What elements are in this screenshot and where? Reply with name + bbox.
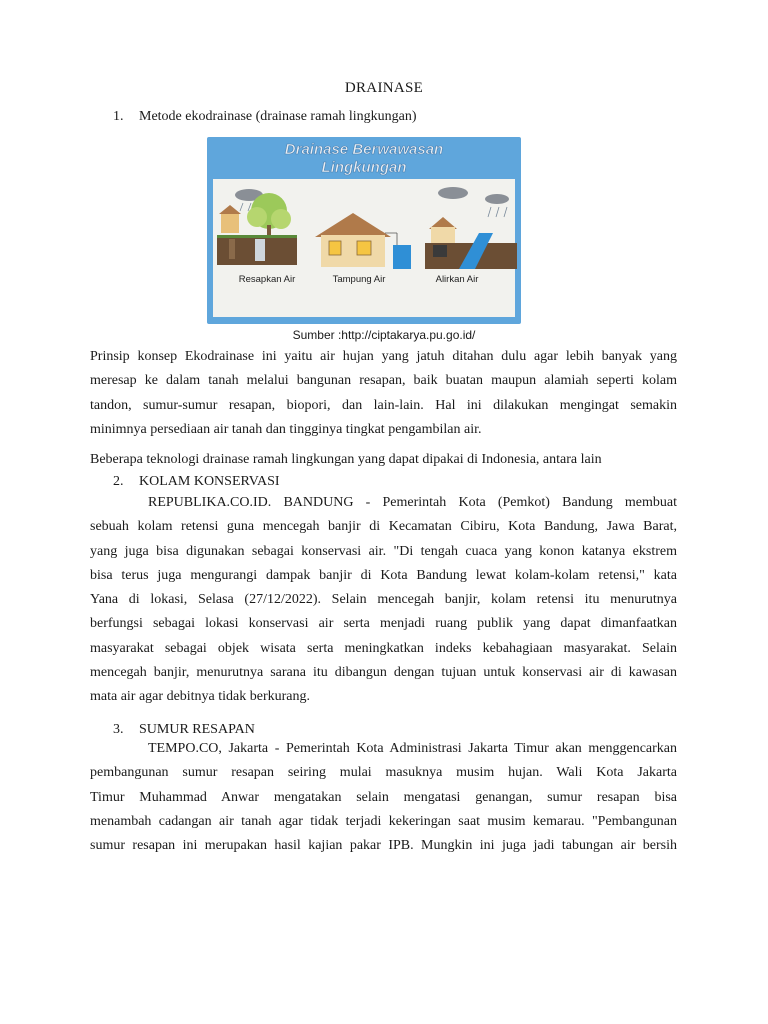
section-number: 2. [113, 474, 124, 489]
paragraph-line: mencegah banjir, menurutnya sarana itu dibangun dengan tujuan untuk konservasi air di kawasan [90, 665, 677, 681]
section-heading-1 [113, 109, 417, 125]
paragraph-line: bisa terus juga mengurangi dampak banjir di Kota Bandung lewat kolam-kolam retensi," kata [90, 567, 677, 583]
paragraph-line: Prinsip konsep Ekodrainase ini yaitu air hujan yang jatuh ditahan dulu agar lebih banyak yang [90, 349, 677, 364]
paragraph-ekodrainase [90, 345, 677, 442]
figure-heading-line2: Lingkungan [321, 159, 407, 176]
paragraph-line: meresap ke dalam tanah melalui bangunan resapan, baik buatan maupun alamiah seperti kolam [90, 373, 677, 389]
document-title: DRAINASE [344, 80, 424, 96]
paragraph-line: yang juga bisa digunakan sebagai konservasi air. "Di tengah cuaca yang konon katanya ekstrem [90, 543, 677, 559]
paragraph-line: sebuah kolam retensi guna mencegah banjir di Kecamatan Cibiru, Kota Bandung, Jawa Barat, [90, 519, 677, 535]
section-heading-text: Metode ekodrainase (drainase ramah lingkungan) [139, 109, 417, 124]
paragraph-line: pembangunan sumur resapan seiring mulai masuknya musim hujan. Wali Kota Jakarta [90, 765, 677, 781]
paragraph-line-text: TEMPO.CO, Jakarta - Pemerintah Kota Administrasi Jakarta Timur akan menggencarkan [148, 741, 677, 756]
paragraph-line: menambah cadangan air tanah agar tidak terjadi kekeringan saat musim kemarau. "Pembangunan [90, 813, 677, 829]
section-heading-3 [113, 722, 255, 738]
paragraph-line: mata air agar debitnya tidak berkurang. [90, 689, 311, 705]
paragraph-line: Timur Muhammad Anwar mengatakan selain mengatasi genangan, sumur resapan bisa [90, 789, 677, 805]
eco-drainage-figure [207, 137, 521, 324]
intro-technologies: Beberapa teknologi drainase ramah lingkungan yang dapat dipakai di Indonesia, antara lain [90, 452, 602, 467]
section-heading-2 [113, 474, 280, 490]
label-alirkan: Alirkan Air [435, 274, 479, 285]
paragraph-sumur-resapan [90, 737, 677, 858]
paragraph-line: berfungsi sebagai lokasi konservasi air serta menjadi ruang publik yang dapat dimanfaatkan [90, 616, 677, 632]
section-heading-text: KOLAM KONSERVASI [139, 474, 280, 489]
figure-caption: Sumber :http://ciptakarya.pu.go.id/ [292, 328, 476, 342]
paragraph-line: masyarakat sebagai objek wisata serta meningkatkan indeks kebahagiaan masyarakat. Selain [90, 640, 677, 656]
label-tampung: Tampung Air [332, 274, 386, 285]
eco-drainage-illustration [207, 137, 521, 324]
label-resapkan: Resapkan Air [238, 274, 296, 285]
paragraph-line: sumur resapan ini merupakan hasil kajian pakar IPB. Mungkin ini juga jadi tabungan air bersih [90, 838, 677, 854]
section-number: 1. [113, 109, 124, 124]
section-heading-text: SUMUR RESAPAN [139, 722, 255, 737]
paragraph-line: minimnya persediaan air tanah dan tingginya tingkat pengambilan air. [90, 421, 482, 437]
paragraph-first-line [90, 491, 677, 515]
figure-heading-line1: Drainase Berwawasan [284, 141, 444, 158]
paragraph-kolam-konservasi [90, 491, 677, 710]
section-number: 3. [113, 722, 124, 737]
paragraph-line-text: REPUBLIKA.CO.ID. BANDUNG - Pemerintah Kota (Pemkot) Bandung membuat [148, 495, 677, 510]
paragraph-first-line [90, 737, 677, 761]
paragraph-line: Yana di lokasi, Selasa (27/12/2022). Selain mencegah banjir, kolam retensi itu menurutnya [90, 592, 677, 608]
paragraph-line: tandon, sumur-sumur resapan, biopori, dan lain-lain. Hal ini dilakukan mengingat semakin [90, 397, 677, 413]
